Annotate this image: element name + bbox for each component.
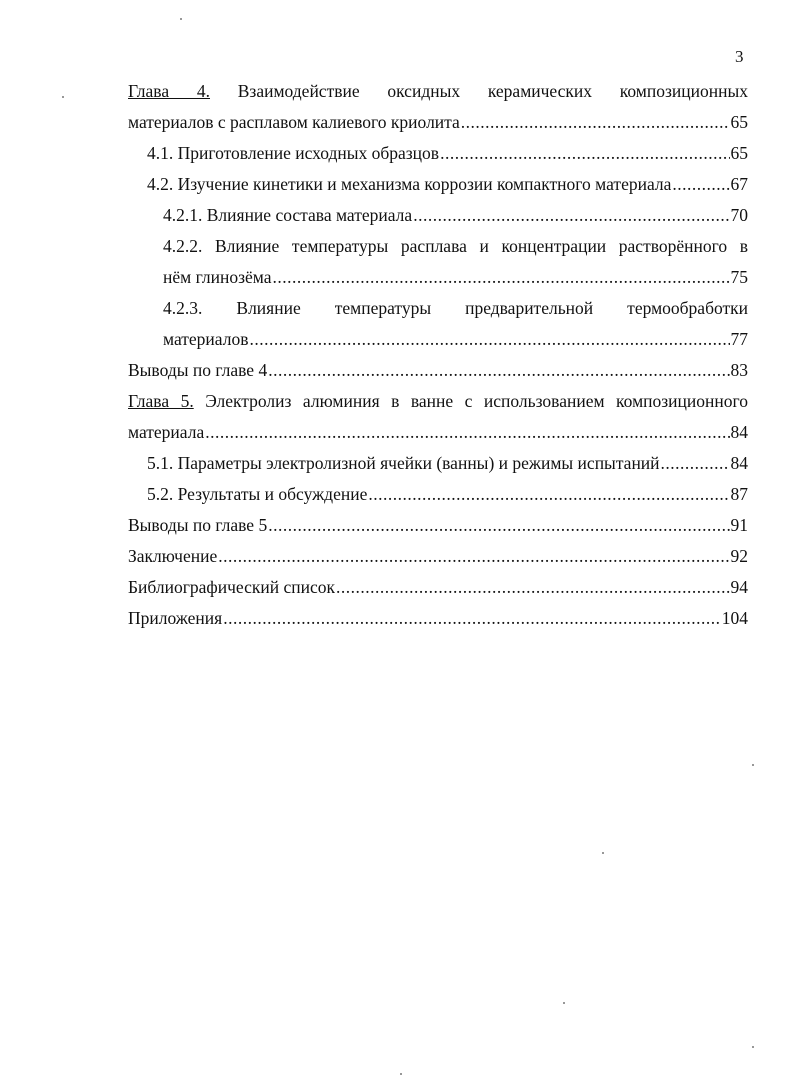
table-of-contents xyxy=(128,76,748,634)
section-page: 91 xyxy=(730,515,748,535)
section-title-line1: Влияние температуры предварительной термообработки xyxy=(236,298,749,318)
dot-leader xyxy=(335,572,729,603)
section-title: 4.2.1. Влияние состава материала xyxy=(163,205,413,225)
toc-section-5-2[interactable] xyxy=(128,479,748,510)
section-title: 4.2. Изучение кинетики и механизма коррозии компактного материала xyxy=(147,174,672,194)
toc-conclusion[interactable] xyxy=(128,541,748,572)
dot-leader xyxy=(272,262,730,293)
toc-chapter4-line1 xyxy=(128,76,748,107)
section-title-line2: материалов xyxy=(163,329,249,349)
toc-section-4-2-3-line2[interactable] xyxy=(128,324,748,355)
chapter4-title-line2: материалов с расплавом калиевого криолита xyxy=(128,112,460,132)
scan-speck xyxy=(752,1046,754,1048)
section-title: 5.2. Результаты и обсуждение xyxy=(147,484,368,504)
chapter5-title-line2: материала xyxy=(128,422,205,442)
chapter5-label: Глава 5. xyxy=(128,391,194,411)
section-page: 75 xyxy=(730,267,748,287)
toc-chapter4-line2[interactable] xyxy=(128,107,748,138)
chapter4-title-line1: Взаимодействие оксидных керамических композиционных xyxy=(237,81,748,101)
dot-leader xyxy=(439,138,729,169)
section-title: Библиографический список xyxy=(128,577,336,597)
section-page: 70 xyxy=(730,205,748,225)
chapter5-page: 84 xyxy=(730,422,748,442)
toc-conclusions-4[interactable] xyxy=(128,355,748,386)
section-page: 94 xyxy=(730,577,748,597)
chapter4-page: 65 xyxy=(730,112,748,132)
section-page: 83 xyxy=(730,360,748,380)
dot-leader xyxy=(671,169,729,200)
toc-section-4-2-3-line1 xyxy=(128,293,748,324)
section-page: 92 xyxy=(730,546,748,566)
scan-speck xyxy=(400,1073,402,1075)
chapter4-label: Глава 4. xyxy=(128,81,210,101)
scan-speck xyxy=(563,1002,565,1004)
toc-chapter5-line1 xyxy=(128,386,748,417)
section-title: Заключение xyxy=(128,546,218,566)
toc-appendices[interactable] xyxy=(128,603,748,634)
toc-bibliography[interactable] xyxy=(128,572,748,603)
chapter5-title-line1: Электролиз алюминия в ванне с использованием композиционного xyxy=(205,391,748,411)
section-page: 77 xyxy=(730,329,748,349)
section-title: 5.1. Параметры электролизной ячейки (ванны) и режимы испытаний xyxy=(147,453,660,473)
scan-speck xyxy=(602,852,604,854)
toc-conclusions-5[interactable] xyxy=(128,510,748,541)
toc-section-5-1[interactable] xyxy=(128,448,748,479)
toc-section-4-2-1[interactable] xyxy=(128,200,748,231)
dot-leader xyxy=(217,541,729,572)
section-page: 104 xyxy=(721,608,748,628)
toc-chapter5-line2[interactable] xyxy=(128,417,748,448)
section-title-line2: нём глинозёма xyxy=(163,267,272,287)
section-title: Выводы по главе 4 xyxy=(128,360,268,380)
scan-speck xyxy=(62,96,64,98)
dot-leader xyxy=(460,107,730,138)
toc-section-4-1[interactable] xyxy=(128,138,748,169)
section-title: Выводы по главе 5 xyxy=(128,515,268,535)
section-page: 84 xyxy=(730,453,748,473)
section-number: 4.2.3. xyxy=(163,298,203,318)
toc-section-4-2[interactable] xyxy=(128,169,748,200)
scan-speck xyxy=(752,764,754,766)
dot-leader xyxy=(222,603,721,634)
toc-section-4-2-2-line1 xyxy=(128,231,748,262)
section-page: 67 xyxy=(730,174,748,194)
section-title: Приложения xyxy=(128,608,223,628)
section-title: 4.1. Приготовление исходных образцов xyxy=(147,143,440,163)
scan-speck xyxy=(180,18,182,20)
toc-section-4-2-2-line2[interactable] xyxy=(128,262,748,293)
dot-leader xyxy=(367,479,729,510)
dot-leader xyxy=(412,200,729,231)
section-title-line1: 4.2.2. Влияние температуры расплава и концентрации растворённого в xyxy=(163,236,748,256)
dot-leader xyxy=(267,355,729,386)
section-page: 87 xyxy=(730,484,748,504)
page-number: 3 xyxy=(735,47,744,66)
dot-leader xyxy=(204,417,729,448)
section-page: 65 xyxy=(730,143,748,163)
dot-leader xyxy=(267,510,729,541)
dot-leader xyxy=(660,448,730,479)
dot-leader xyxy=(248,324,729,355)
